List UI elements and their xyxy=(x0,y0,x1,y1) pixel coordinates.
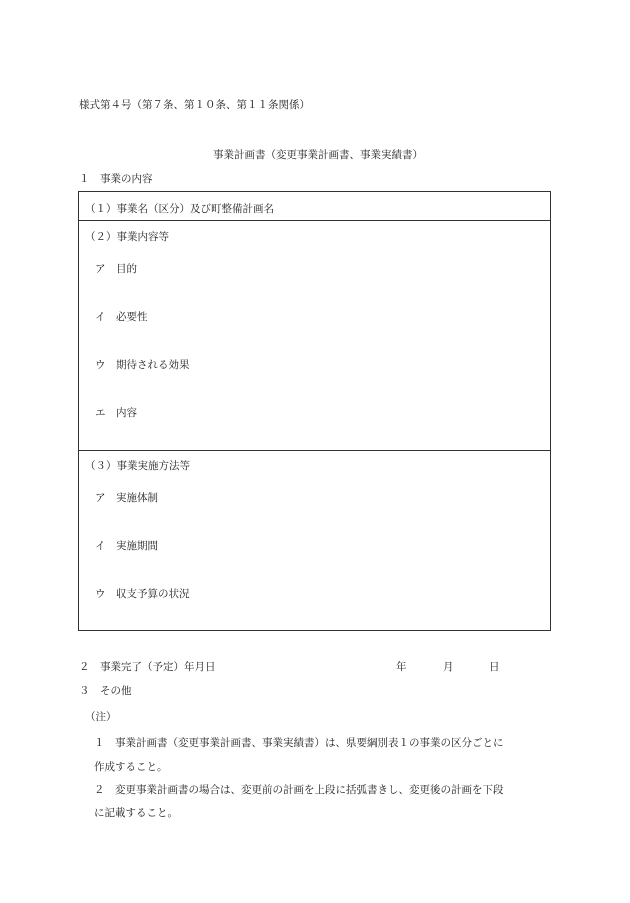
date-day-label: 日 xyxy=(489,661,500,673)
row3-item-budget: ウ 収支予算の状況 xyxy=(95,588,190,600)
row3-label: （３）事業実施方法等 xyxy=(85,460,190,472)
form-number: 様式第４号（第７条、第１０条、第１１条関係） xyxy=(79,99,310,111)
row-divider xyxy=(79,450,550,451)
date-year-label: 年 xyxy=(396,661,407,673)
section2-heading: ２ 事業完了（予定）年月日 xyxy=(79,661,216,673)
row2-item-purpose: ア 目的 xyxy=(95,263,137,275)
row-divider xyxy=(79,220,550,221)
note1-line1: １ 事業計画書（変更事業計画書、事業実績書）は、県要綱別表１の事業の区分ごとに xyxy=(94,737,504,749)
section1-heading: １ 事業の内容 xyxy=(79,173,153,185)
note1-line2: 作成すること。 xyxy=(94,761,168,773)
row3-item-period: イ 実施期間 xyxy=(95,540,158,552)
business-content-table xyxy=(78,191,551,631)
row2-item-expected-effect: ウ 期待される効果 xyxy=(95,359,190,371)
notes-heading: （注） xyxy=(85,711,117,723)
note2-line1: ２ 変更事業計画書の場合は、変更前の計画を上段に括弧書きし、変更後の計画を下段 xyxy=(94,784,504,796)
document-title: 事業計画書（変更事業計画書、事業実績書） xyxy=(213,149,423,161)
date-month-label: 月 xyxy=(443,661,454,673)
row2-label: （２）事業内容等 xyxy=(85,231,169,243)
row3-item-structure: ア 実施体制 xyxy=(95,492,158,504)
note2-line2: に記載すること。 xyxy=(94,807,178,819)
row2-item-necessity: イ 必要性 xyxy=(95,311,148,323)
row1-label: （１）事業名（区分）及び町整備計画名 xyxy=(85,203,274,215)
row2-item-content: エ 内容 xyxy=(95,407,137,419)
section3-heading: ３ その他 xyxy=(79,685,132,697)
